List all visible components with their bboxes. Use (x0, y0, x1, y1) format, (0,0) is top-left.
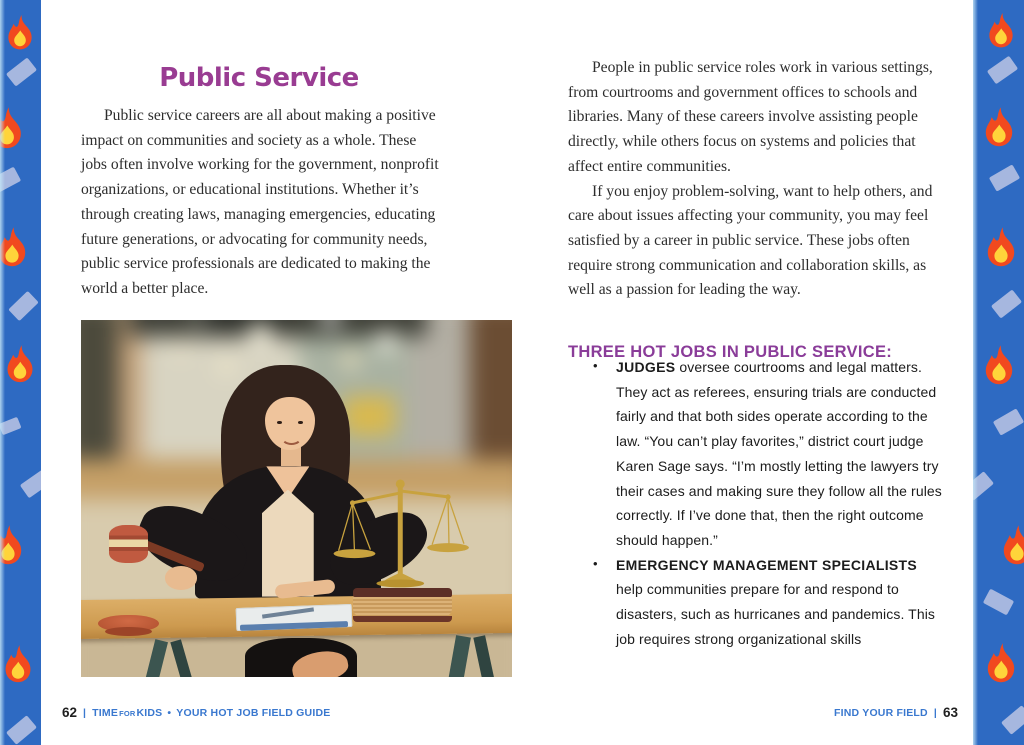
brand-time: TIME (92, 707, 119, 719)
list-item (590, 355, 942, 553)
gavel-head (109, 525, 148, 562)
fire-icon (981, 344, 1017, 386)
confetti-icon (991, 289, 1022, 318)
woman-hand (165, 566, 197, 589)
judge-photo (81, 320, 512, 677)
left-border-strip (0, 0, 41, 745)
fire-icon (0, 524, 26, 566)
paragraph: If you enjoy problem-solving, want to help others, and care about issues affecting your community, you may feel satisfied by a career in public service. These jobs often require strong communication and collaboration skills, as well as a passion for leading the way. (568, 182, 933, 299)
job-description: help communities prepare for and respond to disasters, such as hurricanes and pandemics. This job requires strong organizational skills (616, 581, 936, 647)
page-number: 62 (62, 704, 78, 720)
page-number: 63 (942, 704, 958, 720)
right-border-strip (973, 0, 1024, 745)
fire-icon (983, 226, 1019, 268)
fire-icon (0, 226, 30, 268)
right-intro-paragraphs (568, 56, 934, 303)
list-item (590, 553, 942, 652)
job-term: EMERGENCY MANAGEMENT SPECIALISTS (616, 556, 918, 573)
page-title: Public Service (159, 63, 359, 94)
confetti-icon (987, 56, 1018, 85)
fire-icon (999, 524, 1024, 566)
job-term: JUDGES (616, 359, 676, 375)
confetti-icon (983, 589, 1014, 616)
fire-icon (981, 106, 1017, 148)
brand-for: FOR (119, 709, 136, 718)
paragraph: Public service careers are all about making a positive impact on communities and society as a whole. These jobs often involve working for the government, nonprofit organizations, or educational institutions. Whether it’s through creating laws, managing emergencies, educating future generations, or advocating for community needs, public service professionals are dedicated to making the world a better place. (81, 107, 439, 297)
fire-icon (4, 14, 36, 51)
footer-label: FIND YOUR FIELD (834, 707, 928, 719)
hot-jobs-list (590, 355, 942, 651)
fire-icon (1, 644, 35, 684)
scales-of-justice-icon (327, 477, 474, 598)
footer-separator: | (933, 707, 937, 719)
footer-dot: • (167, 707, 172, 719)
footer-separator: | (83, 707, 87, 719)
confetti-icon (0, 417, 22, 436)
confetti-icon (6, 57, 37, 86)
bullet-dot: • (593, 555, 598, 571)
brand-kids: KIDS (136, 707, 163, 719)
fire-icon (983, 642, 1019, 684)
right-footer (834, 704, 958, 719)
fire-icon (3, 344, 37, 384)
confetti-icon (989, 164, 1020, 191)
paragraph: People in public service roles work in various settings, from courtrooms and government offices to schools and libraries. Many of these careers involve assisting people directly, while others focus on systems and policies that affect entire communities. (568, 59, 933, 175)
confetti-icon (1001, 705, 1024, 735)
confetti-icon (20, 470, 41, 499)
confetti-icon (973, 471, 994, 501)
confetti-icon (0, 167, 21, 194)
confetti-icon (993, 408, 1024, 435)
confetti-icon (6, 715, 37, 745)
confetti-icon (8, 291, 39, 321)
job-description: oversee courtrooms and legal matters. They act as referees, ensuring trials are conducted fairly and that both sides operate according to the law. “You can’t play favorites,” district court judge Karen Sage says. “I’m mostly letting the lawyers try their cases and making sure they follow all the rules correctly. If I’ve done that, then the right outcome should happen.” (616, 359, 942, 548)
fire-icon (0, 106, 26, 150)
left-footer (62, 704, 330, 719)
left-intro-paragraph (81, 104, 439, 302)
hot-jobs-heading: THREE HOT JOBS IN PUBLIC SERVICE: (568, 342, 893, 361)
book-title: YOUR HOT JOB FIELD GUIDE (176, 707, 331, 719)
bullet-dot: • (593, 358, 598, 373)
fire-icon (985, 12, 1017, 49)
